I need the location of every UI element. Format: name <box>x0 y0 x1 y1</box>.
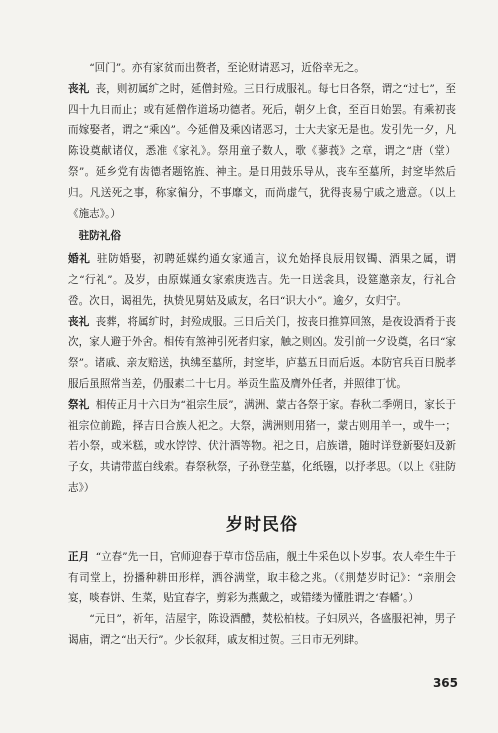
funeral-rites-entry-garrison <box>68 312 456 395</box>
entry-text: 丧葬，将属纩时，封殓成服。三日后关门，按丧日推算回煞，是夜设酒肴于丧次，家人避于外舍。相传有煞神引死者归家，触之则凶。发引前一夕设奠，名曰“家祭”。诸戚、亲友赔送，执绋至墓所，封窆毕，庐墓五日而后返。本防官兵百日脱孝服后虽照常当差，仍服素二十七月。举贡生监及膺外任者，并照律丁忧。 <box>68 315 456 390</box>
page-number: 365 <box>432 676 458 690</box>
entry-text: 驻防婚娶，初聘延媒约通女家通言，议允始择良辰用钗镯、酒果之属，谓之“行礼”。及岁，由原媒通女家索庚选吉。先一日送衾具，设筵邀亲友，行礼合卺。次日，谒祖先，执贽见舅姑及戚友，名曰“识大小”。逾夕，女归宁。 <box>68 253 457 307</box>
page-body <box>68 58 456 651</box>
entry-term: 祭礼 <box>68 398 90 411</box>
sacrificial-rites-entry <box>68 395 456 499</box>
section-title: 岁时民俗 <box>226 514 298 535</box>
new-year-day-paragraph: “元日”，祈年，洁屋宇，陈设酒醴，焚松柏枝。子妇夙兴，各盛服祀神，男子谒庙，谓之“出天行”。少长叙拜，戚友相过贺。三日市无列肆。 <box>68 613 456 646</box>
wedding-rites-entry <box>68 249 456 311</box>
entry-text: 丧，则初属纩之时，延僧封殓。三日行成服礼。每七日各祭，谓之“过七”，至四十九日而止；或有延僧作道场功德者。死后，朝夕上食，至百日始罢。有乘初丧而嫁娶者，谓之“乘凶”。今延僧及乘凶诸恶习，士大夫家无是也。发引先一夕，凡陈设奠献诸仪，悉准《家礼》。祭用童子数人，歌《蓼莪》之章，谓之“唐（堂）祭”。延乡党有齿德者题铭旌、神主。是日用鼓乐导从，丧车至墓所，封窆毕然后归。凡送死之事，称家徧分，不事靡文，而尚虚气，犹得丧易宁戚之遗意。（以上《施志》。） <box>68 82 456 220</box>
first-month-entry <box>68 547 456 609</box>
garrison-customs-subheading: 驻防礼俗 <box>78 230 121 243</box>
entry-text: “立春”先一日，官师迎春于草市岱岳庙，舰土牛采色以卜岁事。农人牵生牛于有司堂上，扮播种耕田形样，洒谷满堂，取丰稔之兆。（《荆楚岁时记》：“亲朋会宴，啖春饼、生菜，贴宜春字，剪彩为燕戴之，或错缕为懂胜谓之‘春幡’。） <box>68 550 456 605</box>
intro-paragraph: “回门”。亦有家贫而出赘者，至论财请恶习，近俗幸无之。 <box>89 62 365 74</box>
funeral-rites-entry <box>68 79 456 225</box>
entry-term: 丧礼 <box>68 82 90 95</box>
entry-term: 婚礼 <box>68 253 91 266</box>
entry-text: 相传正月十六日为“祖宗生辰”，满洲、蒙古各祭于家。春秋二季朔日，家长于祖宗位前跪，择吉日合族人祀之。大祭，满洲则用猪一，蒙古则用羊一，或牛一；若小祭，或米糕，或水饽饽、伏汁酒等物。祀之日，启族谱，随时详登新娶妇及新子女，共请带蓝白线索。春祭秋祭，子孙登茔墓，化纸镪，以抒孝思。（以上《驻防志》） <box>68 398 456 494</box>
entry-term: 丧礼 <box>68 315 90 328</box>
entry-term: 正月 <box>68 550 90 563</box>
